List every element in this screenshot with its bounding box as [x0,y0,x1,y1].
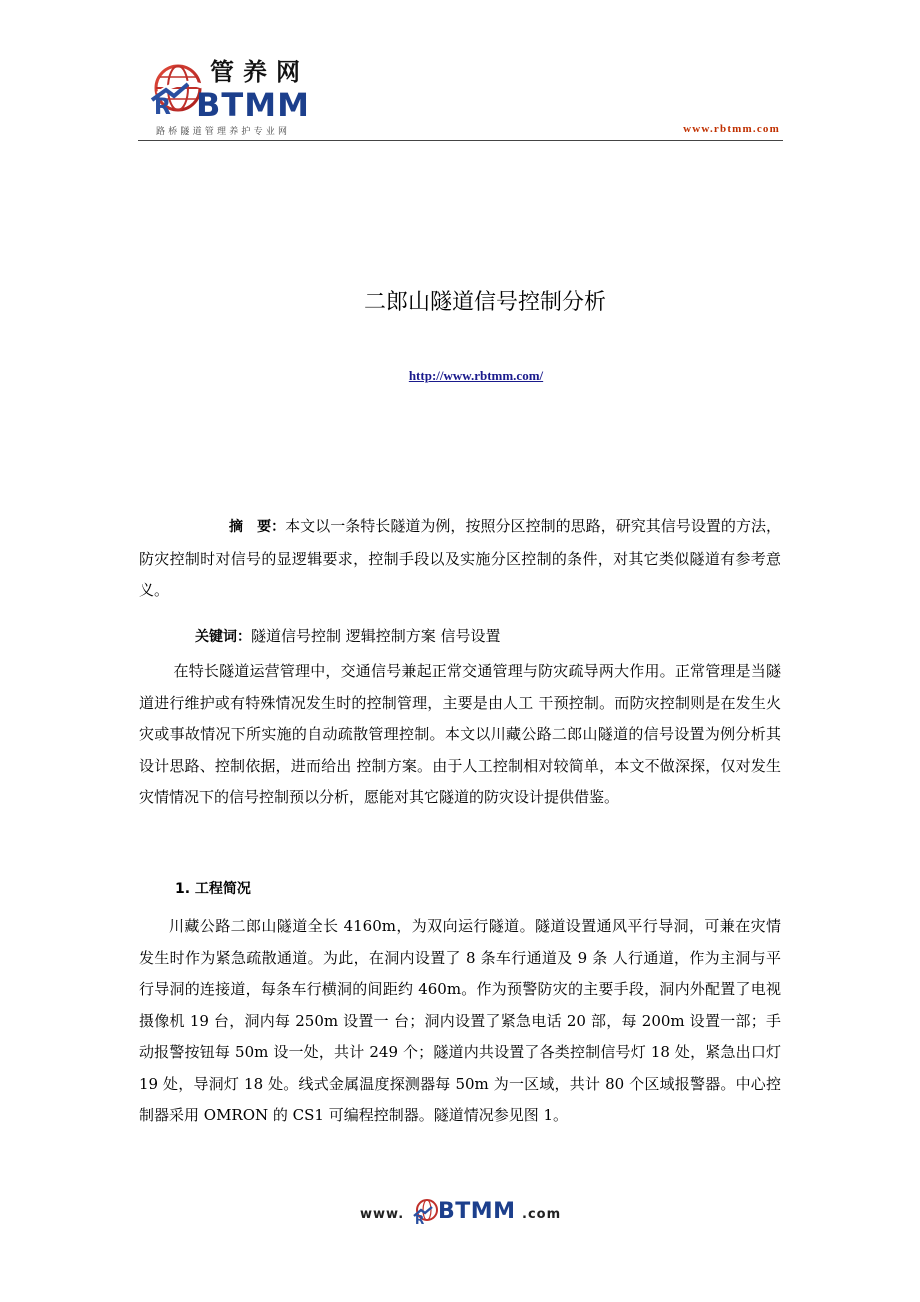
keywords-text: 隧道信号控制 逻辑控制方案 信号设置 [251,627,501,645]
header-divider [138,140,783,141]
site-logo[interactable] [148,58,358,136]
footer-logo[interactable] [360,1196,570,1230]
logo-chinese-name: 管养网 [210,58,309,86]
keywords-line [195,621,795,654]
abstract-text: 本文以一条特长隧道为例，按照分区控制的思路，研究其信号设置的方法，防灾控制时对信号的显逻辑要求，控制手段以及实施分区控制的条件，对其它类似隧道有参考意义。 [139,517,781,599]
document-title: 二郎山隧道信号控制分析 [363,290,606,315]
logo-tagline: 路桥隧道管理养护专业网 [156,127,291,137]
footer-com: .com [522,1207,562,1222]
footer-globe-icon [412,1196,440,1226]
keywords-label: 关键词： [195,629,251,645]
abstract-label: 摘 要： [229,519,286,535]
source-link[interactable]: http://www.rbtmm.com/ [408,368,544,383]
section-1-paragraph: 川藏公路二郎山隧道全长 4160m，为双向运行隧道。隧道设置通风平行导洞，可兼在灾情发生时作为紧急疏散通道。为此，在洞内设置了 8 条车行通道及 9 条 人行通道，作为主洞与平行导洞的连接道，每条车行横洞的间距约 460m。作为预警防灾的主要手段，洞内外配置了电视摄像机 19 台，洞内每 250m 设置一 台；洞内设置了紧急电话 20 部，每 200m 设置一部；手动报警按钮每 50m 设一处，共计 249 个；隧道内共设置了各类控制信号灯 18 处，紧急出口灯 19 处，导洞灯 18 处。线式金属温度探测器每 50m 为一区域，共计 80 个区域报警器。中心控制器采用 OMRON 的 CS1 可编程控制器。隧道情况参见图 1。 [139,917,781,1124]
footer-brand: BTMM [438,1199,516,1224]
abstract-paragraph [139,511,781,607]
header-site-url[interactable]: www.rbtmm.com [683,123,780,135]
svg-text:R: R [415,1213,425,1226]
page-header [138,58,783,142]
logo-brand-name: BTMM [196,86,310,124]
footer-www: www. [360,1207,405,1222]
section-1-heading: 1. 工程简况 [175,881,251,897]
intro-paragraph: 在特长隧道运营管理中，交通信号兼起正常交通管理与防灾疏导两大作用。正常管理是当隧道进行维护或有特殊情况发生时的控制管理，主要是由人工 干预控制。而防灾控制则是在发生火灾或事故情况下所实施的自动疏散管理控制。本文以川藏公路二郎山隧道的信号设置为例分析其设计思路、控制依据，进而给出 控制方案。由于人工控制相对较简单，本文不做深探，仅对发生灾情情况下的信号控制预以分析，愿能对其它隧道的防灾设计提供借鉴。 [139,662,781,806]
svg-text:R: R [154,95,171,120]
